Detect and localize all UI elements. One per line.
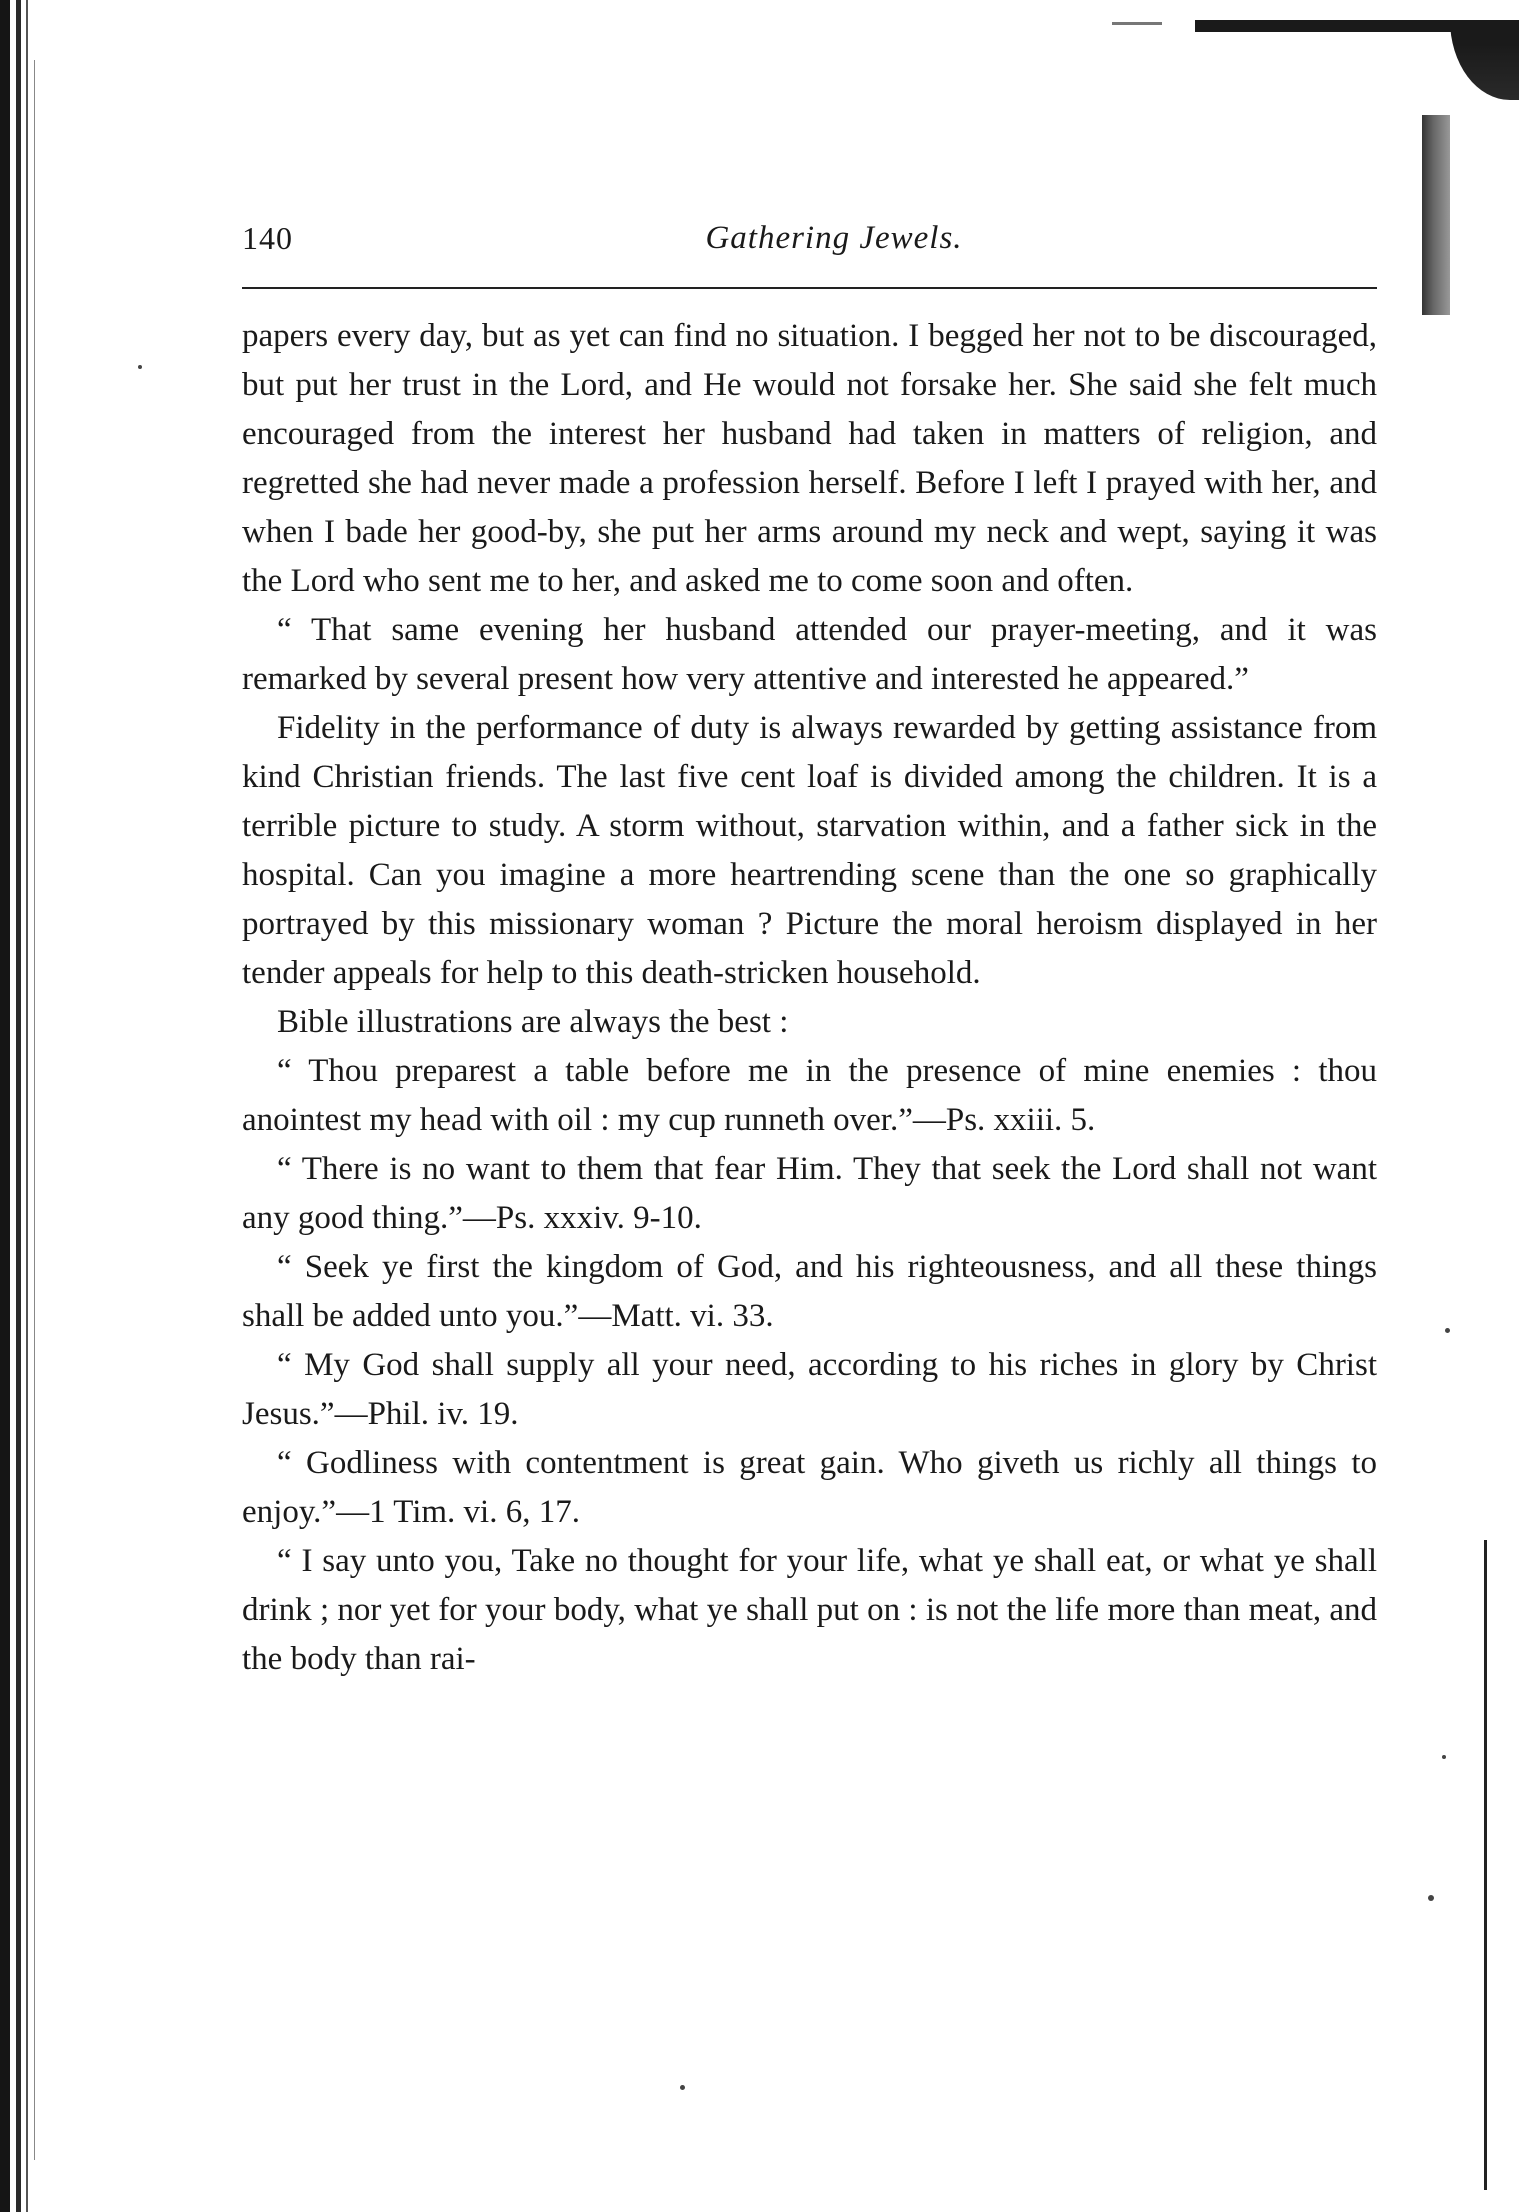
scan-edge-thin-line: [26, 0, 28, 2212]
header-rule: [242, 287, 1377, 289]
scan-right-mark: [1422, 115, 1450, 315]
paragraph: Bible illustrations are always the best :: [277, 1004, 789, 1040]
scan-edge-faint-line: [34, 60, 35, 2160]
scripture-quote: “ Godliness with contentment is great gain. Who giveth us richly all things to enjoy.”—1 Tim. vi. 6, 17.: [242, 1445, 1377, 1530]
scripture-quote: “ There is no want to them that fear Him. They that seek the Lord shall not want any good thing.”—Ps. xxxiv. 9-10.: [242, 1151, 1377, 1236]
scan-corner-shadow: [1450, 20, 1519, 100]
paragraph: “ That same evening her husband attended our prayer-meeting, and it was remarked by several present how very attentive and interested he appeared.”: [242, 612, 1377, 697]
scan-edge-line: [16, 0, 21, 2212]
scan-edge-dark: [0, 0, 10, 2212]
running-head: [242, 212, 1377, 272]
scripture-quote: “ My God shall supply all your need, according to his riches in glory by Christ Jesus.”—Phil. iv. 19.: [242, 1347, 1377, 1432]
running-title: Gathering Jewels.: [705, 220, 963, 256]
scan-speck: [1428, 1895, 1434, 1901]
scan-right-line: [1484, 1540, 1487, 2190]
scripture-quote: “ Seek ye first the kingdom of God, and his righteousness, and all these things shall be added unto you.”—Matt. vi. 33.: [242, 1249, 1377, 1334]
scripture-quote: “ Thou preparest a table before me in the presence of mine enemies : thou anointest my head with oil : my cup runneth over.”—Ps. xxiii. 5.: [242, 1053, 1377, 1138]
scan-top-dash: [1112, 22, 1162, 25]
paragraph: papers every day, but as yet can find no situation. I begged her not to be discouraged, but put her trust in the Lord, and He would not forsake her. She said she felt much encouraged from the interest her husband had taken in matters of religion, and regretted she had never made a profession herself. Before I left I prayed with her, and when I bade her good-by, she put her arms around my neck and wept, saying it was the Lord who sent me to her, and asked me to come soon and often.: [242, 318, 1377, 599]
scan-speck: [1445, 1328, 1450, 1333]
page-number: 140: [242, 220, 293, 256]
scan-speck: [680, 2085, 685, 2090]
scan-speck: [138, 365, 142, 369]
paragraph: Fidelity in the performance of duty is always rewarded by getting assistance from kind Christian friends. The last five cent loaf is divided among the children. It is a terrible picture to study. A storm without, starvation within, and a father sick in the hospital. Can you imagine a more heartrending scene than the one so graphically portrayed by this missionary woman ? Picture the moral heroism displayed in her tender appeals for help to this death-stricken household.: [242, 710, 1377, 991]
scripture-quote: “ I say unto you, Take no thought for your life, what ye shall eat, or what ye shall drink ; nor yet for your body, what ye shall put on : is not the life more than meat, and the body than rai-: [242, 1543, 1377, 1677]
page-body: [242, 312, 1377, 1684]
scan-speck: [1442, 1755, 1446, 1759]
